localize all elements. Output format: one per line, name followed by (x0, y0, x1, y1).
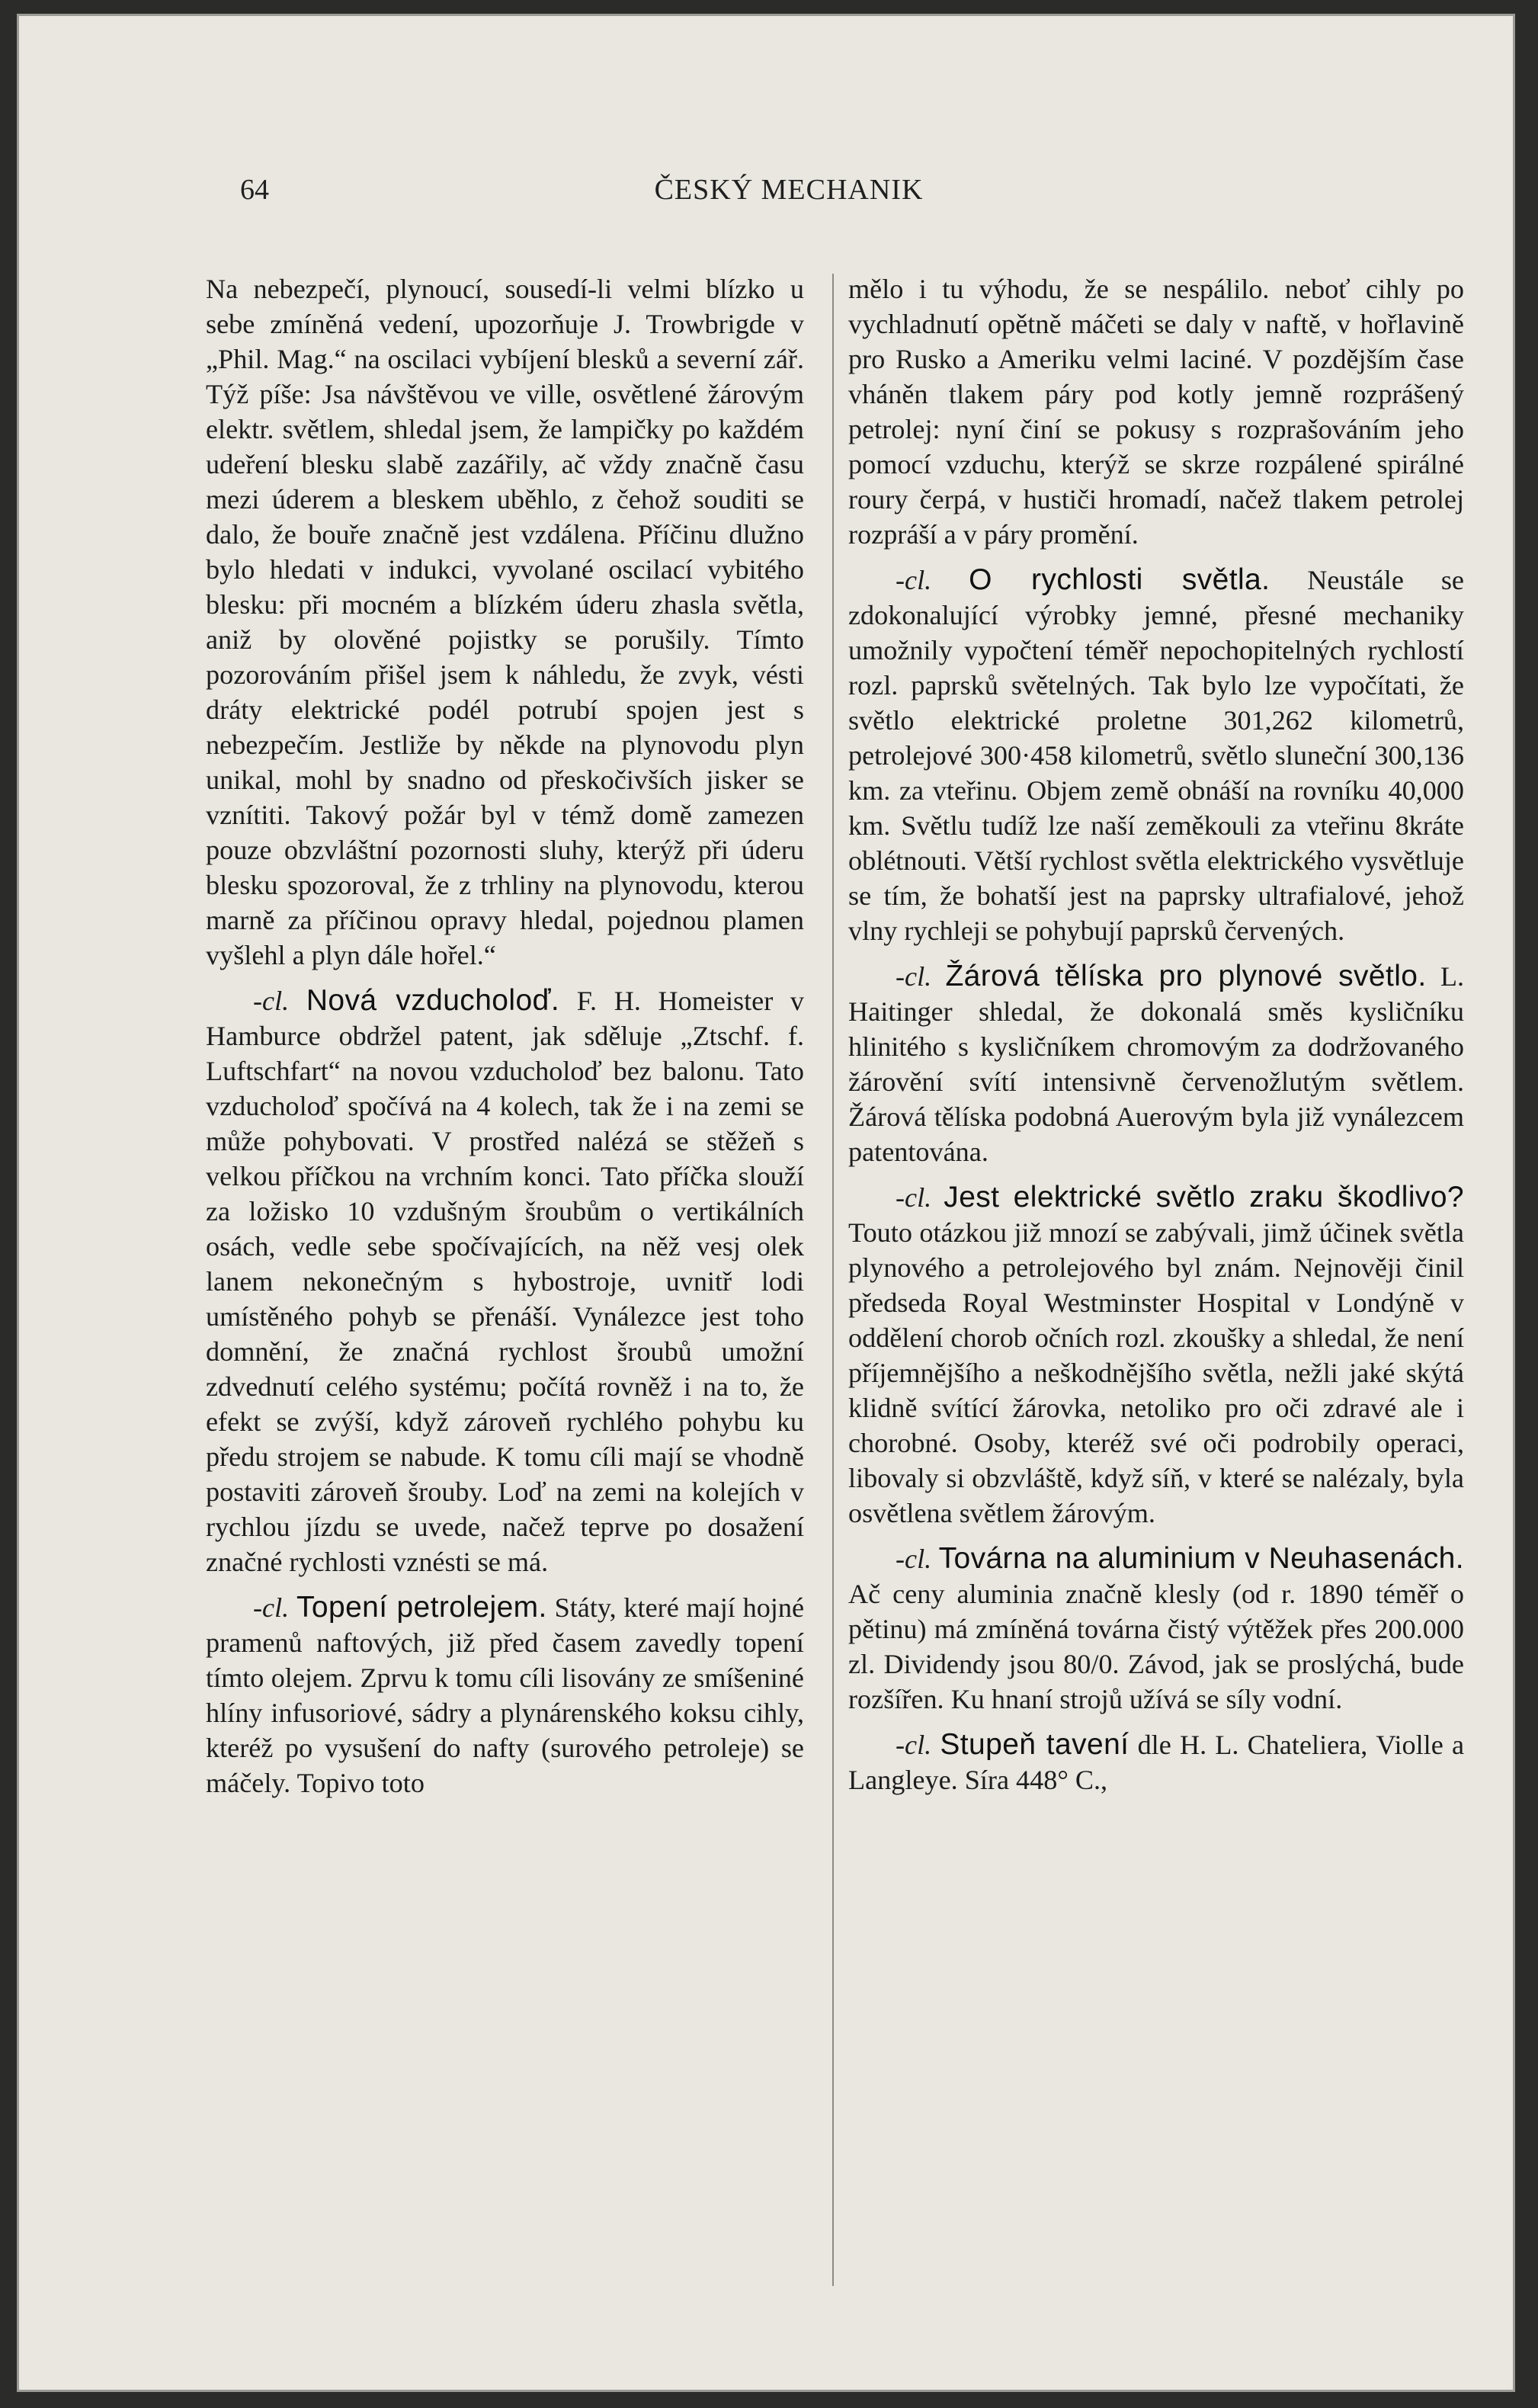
running-title: ČESKÝ MECHANIK (654, 174, 924, 206)
page-header (210, 161, 1368, 214)
article-body: F. H. Homeister v Hamburce obdržel patent, jak sděluje „Ztschf. f. Luftschfart“ na novou vzducholoď bez balonu. Tato vzducholoď spočívá na 4 kolech, tak že i na zemi se může pohybovati. V prostřed nalézá se stěžeň s velkou příčkou na vrchním konci. Tato příčka slouží za ložisko 10 vzdušným šroubům o vertikálních osách, vedle sebe spočívajících, na něž vesj olek lanem nekonečným s hybostroje, uvnitř lodi umístěného pohyb se přenáší. Vynálezce jest toho domnění, že značná rychlost šroubů umožní zdvednutí celého systému; počítá rovněž i na to, že efekt se zvýší, když zároveň rychlého pohybu ku předu strojem se nabude. K tomu cíli mají se vhodně postaviti zároveň šrouby. Loď na zemi na kolejích v rychlou jízdu se uvede, načež teprve po dosažení značné rychlosti vznésti se má. (206, 986, 804, 1577)
author-mark: -cl. (896, 961, 932, 992)
article-body: Ač ceny aluminia značně klesly (od r. 1890 téměř o pětinu) má zmíněná továrna čistý výtěžek přes 200.000 zl. Dividendy jsou 8 (848, 1579, 1464, 1679)
left-column (206, 271, 804, 1800)
page-number: 64 (240, 174, 269, 206)
right-column (848, 271, 1464, 1797)
article-heading: O rychlosti světla. (969, 563, 1270, 596)
article-heading: Továrna na aluminium v Neuhasenách. (938, 1542, 1465, 1575)
article-heading: Žárová tělíska pro plynové světlo. (945, 960, 1427, 992)
author-mark: -cl. (896, 565, 932, 595)
author-mark: -cl. (896, 1544, 932, 1574)
article-heading: Stupeň tavení (940, 1728, 1129, 1761)
author-mark: -cl. (896, 1182, 932, 1213)
article-body: dle H. L. Chatelierа, Violle a Langleye. Síra 448° C., (848, 1730, 1465, 1795)
page-sheet (17, 14, 1515, 2392)
author-mark: -cl. (253, 1592, 290, 1623)
column-divider (832, 274, 834, 2286)
article-body-end: . Závod, jak se proslýchá, bude rozšířen. Ku hnaní strojů užívá se síly vodní. (848, 1649, 1464, 1714)
article-incandescent-bodies (848, 959, 1464, 1169)
article-aluminium-factory (848, 1541, 1464, 1717)
article-electric-light-eyes (848, 1180, 1464, 1531)
article-continued-text: mělo i tu výhodu, že se nespálilo. neboť cihly po vychladnutí opětně máčeti se daly v naftě, v hořlavině pro Rusko a Ameriku velmi laciné. V pozdějším čase vháněn tlakem páry pod kotly jemně rozprášený petrolej: nyní činí se pokusy s rozprašováním jeho pomocí vzduchu, kterýž se skrze rozpálené spirálné roury čerpá, v hustiči hromadí, načež tlakem petrolej rozpráší a v páry promění. (848, 274, 1464, 550)
article-heading: Jest elektrické světlo zraku škodlivo? (944, 1181, 1465, 1214)
article-melting-point (848, 1727, 1464, 1797)
article-body: L. Haitinger shledal, že dokonalá směs kysličníku hlinitého s kysličníkem chromovým za dodržovaného žárovění svítí intensivně červenožlutým světlem. Žárová tělíska podobná Auerovým byla již vynálezcem patentována. (848, 961, 1465, 1167)
article-heading: Nová vzducholoď. (306, 984, 560, 1017)
author-mark: -cl. (896, 1730, 932, 1760)
article-airship (206, 983, 804, 1579)
author-mark: -cl. (253, 986, 290, 1016)
article-petroleum-heating (206, 1590, 804, 1800)
article-heading: Topení petrolejem. (296, 1591, 547, 1624)
article-body: Státy, které mají hojné pramenů naftových, již před časem zavedly topení tímto olejem. Zprvu k tomu cíli lisovány ze smíšeniné hlíny infusoriové, sádry a plynárenského koksu cihly, kteréž po vysušení do nafty (surového petroleje) se máčely. Topivo toto (206, 1592, 805, 1798)
article-body: Touto otázkou již mnozí se zabývali, jimž účinek světla plynového a petrolejového byl znám. Nejnověji činil předseda Royal Westminster Hospital v Londýně v oddělení chorob očních rozl. zkoušky a shledal, že není příjemnějšího a neškodnějšího světla, nežli jaké skýtá klidně svítící žárovka, netoliko pro oči zdravé ale i chorobné. Osoby, kteréž své oči podrobily operaci, libovaly si obzvláště, když síň, v které se nalézaly, byla osvětlena světlem žárovým. (848, 1217, 1464, 1528)
percent-sign: 0/0 (1077, 1649, 1113, 1679)
article-speed-of-light (848, 563, 1464, 948)
article-continued-text: Na nebezpečí, plynoucí, sousedí-li velmi blízko u sebe zmíněná vedení, upozorňuje J. Trowbrigde v „Phil. Mag.“ na oscilaci vybíjení blesků a severní zář. Týž píše: Jsa návštěvou ve ville, osvětlené žárovým elektr. světlem, shledal jsem, že lampičky po každém udeření blesku slabě zazářily, ač vždy značně času mezi úderem a bleskem uběhlo, z čehož souditi se dalo, že bouře značně jest vzdálena. Příčinu dlužno bylo hledati v indukci, vyvolané oscilací vybitého blesku: při mocném a blízkém úderu zhasla světla, aniž by olověné pojistky se porušily. Tímto pozorováním přišel jsem k náhledu, že zvyk, vésti dráty elektrické podél potrubí spojen jest s nebezpečím. Jestliže by někde na plynovodu plyn unikal, mohl by snadno od přeskočivších jisker se vznítiti. Takový požár byl v témž domě zamezen pouze obzvláštní pozornosti sluhy, kterýž při úderu blesku spozoroval, že z trhliny na plynovodu, kterou marně za příčinou opravy hledal, pojednou plamen vyšlehl a plyn dále hořel.“ (206, 274, 804, 970)
article-body: Neustále se zdokonalující výrobky jemné, přesné mechaniky umožnily vypočtení téměř nepochopitelných rychlostí rozl. paprsků světelných. Tak bylo lze vypočítati, že světlo elektrické proletne 301,262 kilometrů, petrolejové 300·458 kilometrů, světlo sluneční 300,136 km. za vteřinu. Objem země obnáší na rovníku 40,000 km. Světlu tudíž lze naší zeměkouli za vteřinu 8kráte oblétnouti. Větší rychlost světla elektrického vysvětluje se tím, že bohatší jest na paprsky ultrafialové, jehož vlny rychleji se pohybují paprsků červených. (848, 565, 1464, 946)
